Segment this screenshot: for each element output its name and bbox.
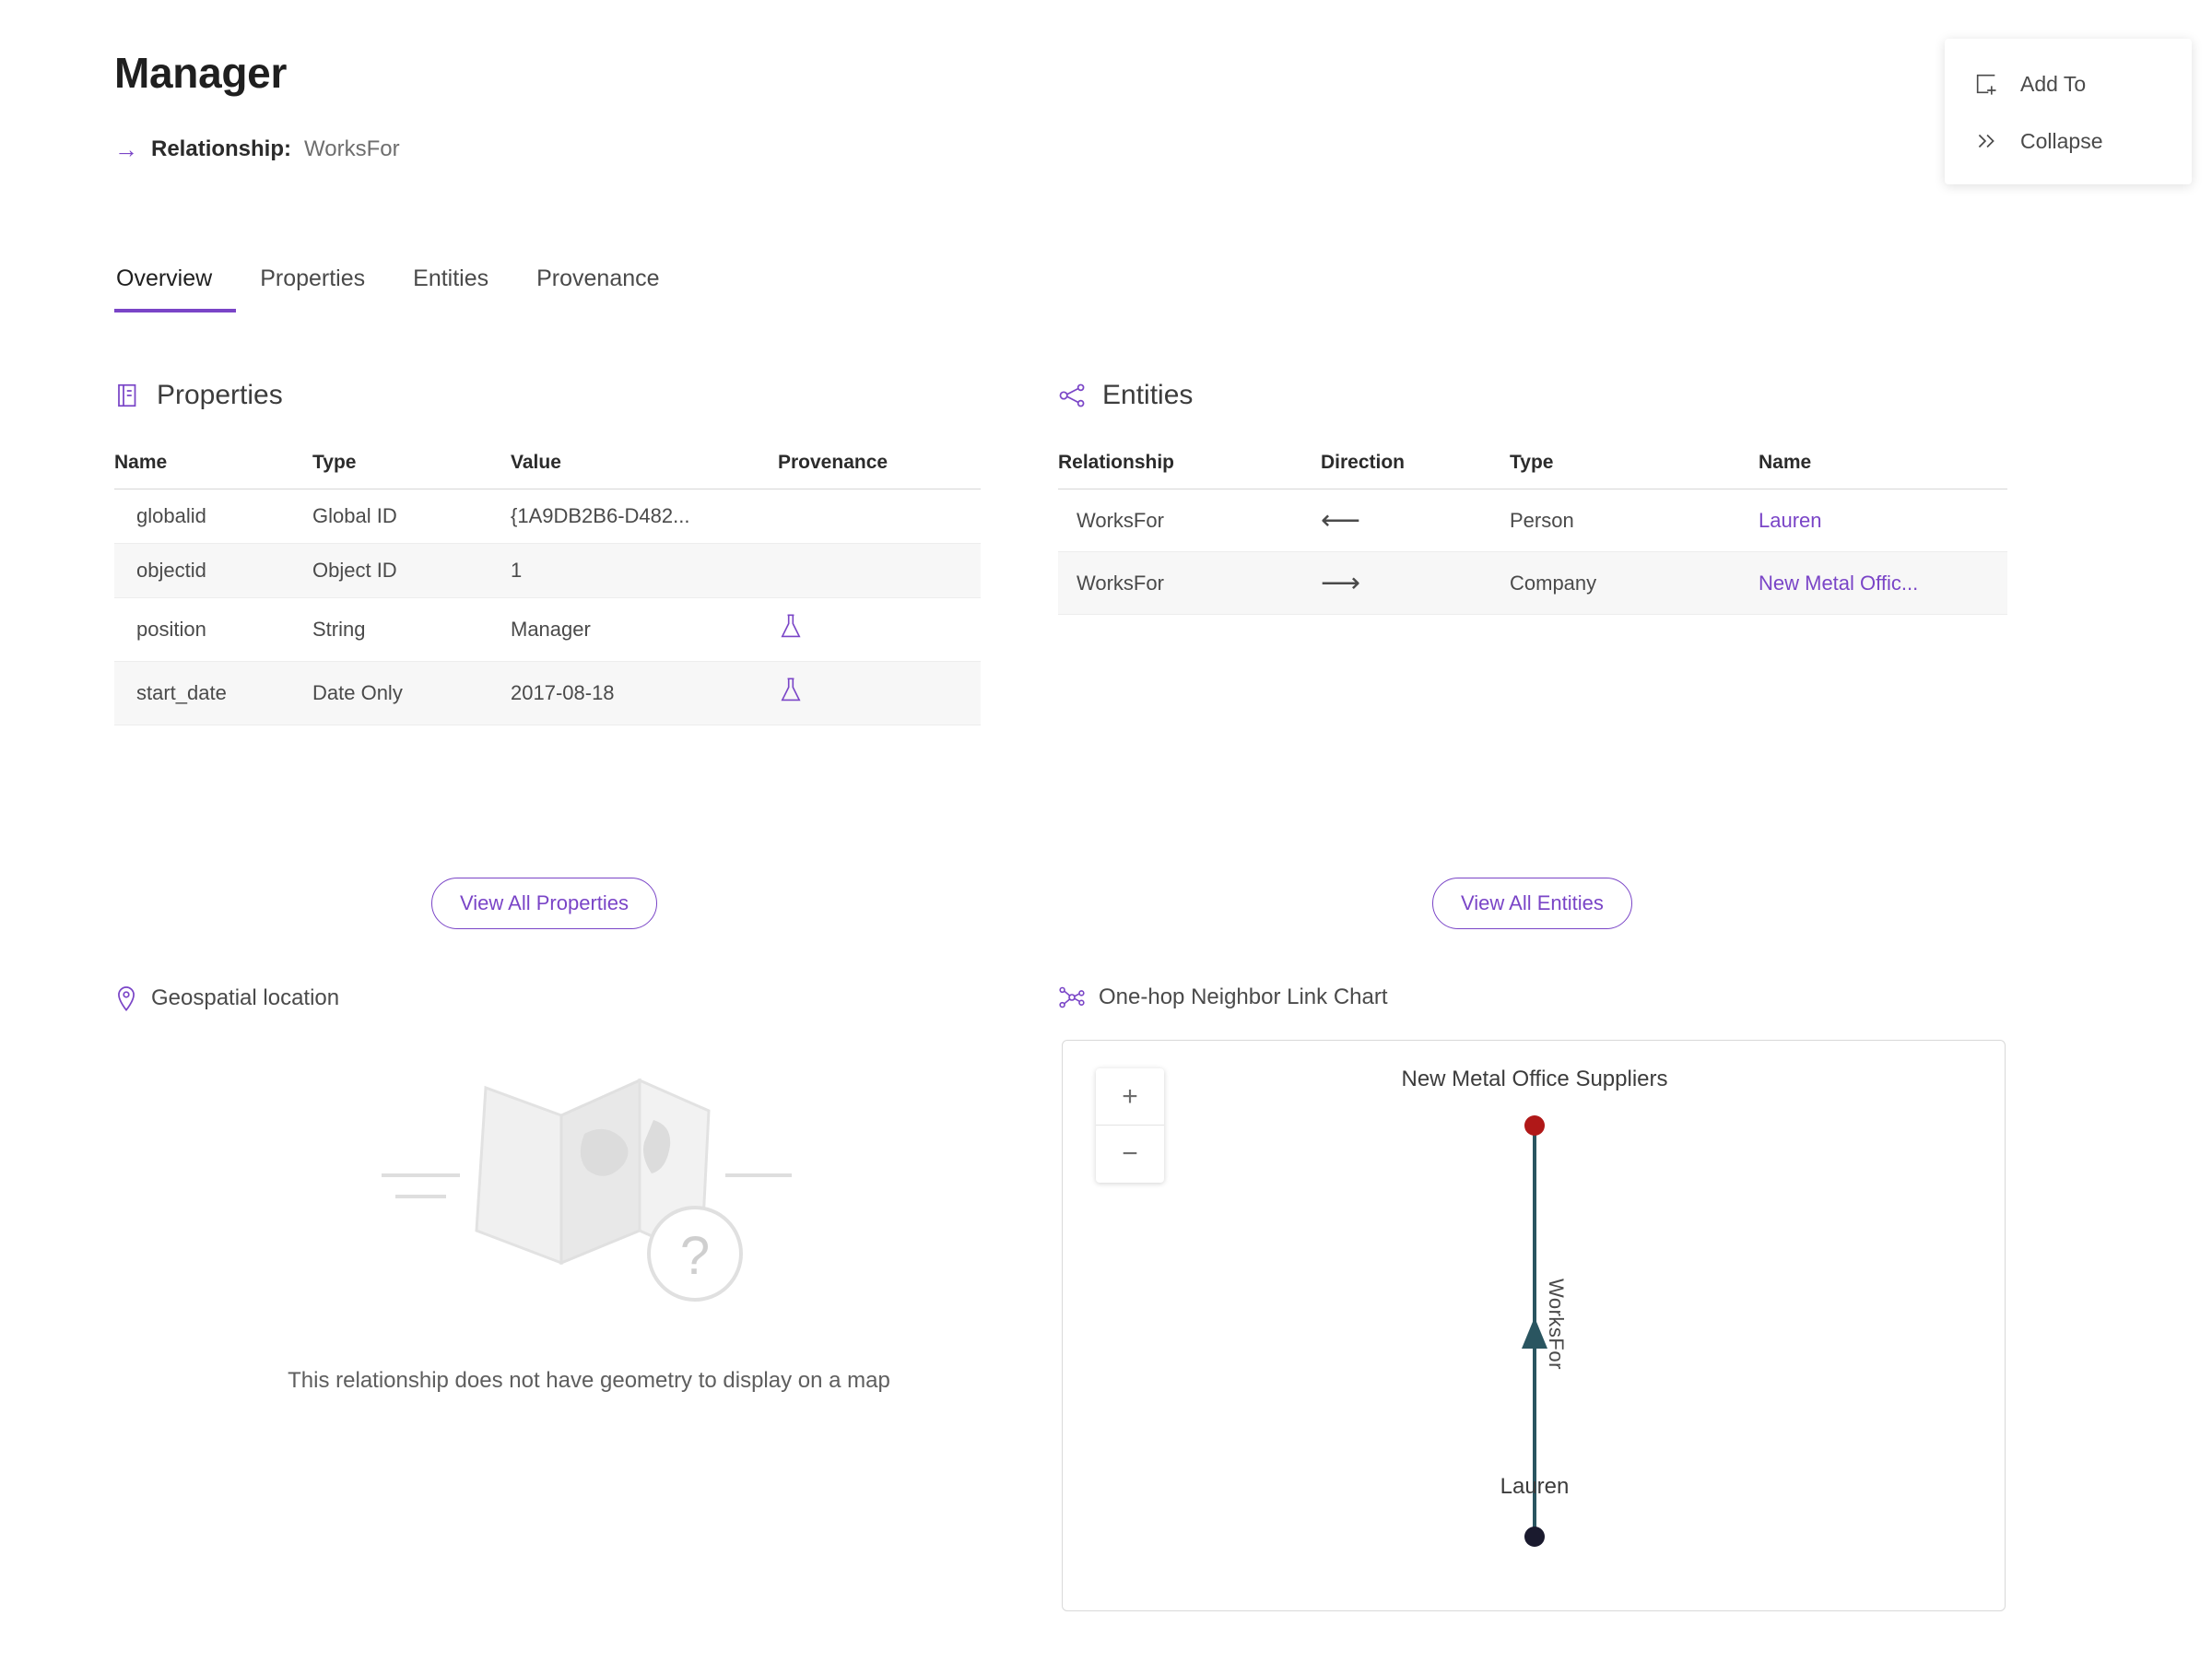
properties-col-type: Type xyxy=(312,452,511,489)
table-row[interactable] xyxy=(114,544,981,598)
entity-type: Company xyxy=(1510,552,1759,615)
entity-relationship: WorksFor xyxy=(1058,489,1321,552)
property-value: 2017-08-18 xyxy=(511,662,778,725)
entities-table-header-row xyxy=(1058,452,2007,489)
property-provenance xyxy=(778,544,981,598)
page-title: Manager xyxy=(114,49,288,97)
collapse-label: Collapse xyxy=(2020,128,2103,153)
action-menu-card xyxy=(1945,39,2192,184)
link-chart-heading xyxy=(1058,984,1388,1010)
table-row[interactable] xyxy=(114,489,981,544)
add-to-button[interactable] xyxy=(1945,55,2192,112)
entity-name-link[interactable]: New Metal Offic... xyxy=(1759,552,2007,615)
link-chart-canvas[interactable] xyxy=(1062,1040,2006,1611)
property-type: Global ID xyxy=(312,489,511,544)
entity-direction-arrow-left-icon: ⟵ xyxy=(1321,489,1510,552)
arrow-right-icon: → xyxy=(114,136,138,163)
properties-table-header-row xyxy=(114,452,981,489)
properties-document-icon xyxy=(114,382,142,409)
entities-col-relationship: Relationship xyxy=(1058,452,1321,489)
property-type: Object ID xyxy=(312,544,511,598)
geospatial-heading-label: Geospatial location xyxy=(151,985,340,1010)
property-name: position xyxy=(114,598,312,662)
relationship-label: Relationship: xyxy=(151,136,292,161)
tab-overview[interactable]: Overview xyxy=(114,265,236,312)
geospatial-heading xyxy=(114,984,339,1012)
property-provenance xyxy=(778,662,981,725)
property-provenance xyxy=(778,598,981,662)
folded-map-placeholder-icon xyxy=(377,1032,801,1337)
entity-name-link[interactable]: Lauren xyxy=(1759,489,2007,552)
table-row[interactable] xyxy=(1058,552,2007,615)
tab-entities[interactable]: Entities xyxy=(413,265,489,291)
add-to-label: Add To xyxy=(2020,71,2087,96)
entities-col-type: Type xyxy=(1510,452,1759,489)
property-name: start_date xyxy=(114,662,312,725)
entities-section-heading xyxy=(1058,380,1193,411)
node-label-person: Lauren xyxy=(1500,1474,1570,1499)
entities-table xyxy=(1058,452,2007,615)
entity-direction-arrow-right-icon: ⟶ xyxy=(1321,552,1510,615)
add-to-icon xyxy=(1972,70,2000,98)
properties-section-heading xyxy=(114,380,283,411)
tab-bar xyxy=(114,265,684,312)
view-all-entities-button[interactable]: View All Entities xyxy=(1432,878,1632,929)
table-row[interactable] xyxy=(114,662,981,725)
view-all-properties-button[interactable]: View All Properties xyxy=(431,878,657,929)
zoom-out-button[interactable]: − xyxy=(1122,1138,1138,1169)
property-type: Date Only xyxy=(312,662,511,725)
property-provenance xyxy=(778,489,981,544)
entities-graph-icon xyxy=(1058,382,1088,409)
collapse-chevrons-icon xyxy=(1972,127,2000,155)
property-value: 1 xyxy=(511,544,778,598)
properties-heading-label: Properties xyxy=(157,380,283,410)
entities-col-name: Name xyxy=(1759,452,2007,489)
link-chart-icon xyxy=(1058,984,1086,1010)
edge-label-worksfor: WorksFor xyxy=(1545,1279,1568,1370)
svg-text:?: ? xyxy=(679,1226,711,1286)
zoom-in-button[interactable]: + xyxy=(1096,1068,1164,1126)
map-pin-icon xyxy=(114,984,138,1012)
table-row[interactable] xyxy=(114,598,981,662)
table-row[interactable] xyxy=(1058,489,2007,552)
relationship-subtitle xyxy=(114,136,400,162)
property-name: globalid xyxy=(114,489,312,544)
node-label-company: New Metal Office Suppliers xyxy=(1401,1067,1668,1091)
properties-table xyxy=(114,452,981,725)
map-empty-message: This relationship does not have geometry to display on a map xyxy=(288,1368,890,1393)
tab-provenance[interactable]: Provenance xyxy=(536,265,660,291)
entities-col-direction: Direction xyxy=(1321,452,1510,489)
entity-relationship: WorksFor xyxy=(1058,552,1321,615)
property-type: String xyxy=(312,598,511,662)
entities-heading-label: Entities xyxy=(1102,380,1194,410)
map-empty-state xyxy=(114,1032,1064,1549)
collapse-button[interactable] xyxy=(1945,112,2192,170)
property-value: Manager xyxy=(511,598,778,662)
entity-type: Person xyxy=(1510,489,1759,552)
property-name: objectid xyxy=(114,544,312,598)
flask-icon[interactable] xyxy=(778,613,804,641)
link-chart-heading-label: One-hop Neighbor Link Chart xyxy=(1099,984,1388,1009)
properties-col-name: Name xyxy=(114,452,312,489)
tab-properties[interactable]: Properties xyxy=(260,265,366,291)
property-value: {1A9DB2B6-D482... xyxy=(511,489,778,544)
properties-col-value: Value xyxy=(511,452,778,489)
properties-col-provenance: Provenance xyxy=(778,452,981,489)
flask-icon[interactable] xyxy=(778,677,804,704)
link-chart-graph xyxy=(1063,1041,2006,1612)
relationship-value: WorksFor xyxy=(304,136,400,161)
